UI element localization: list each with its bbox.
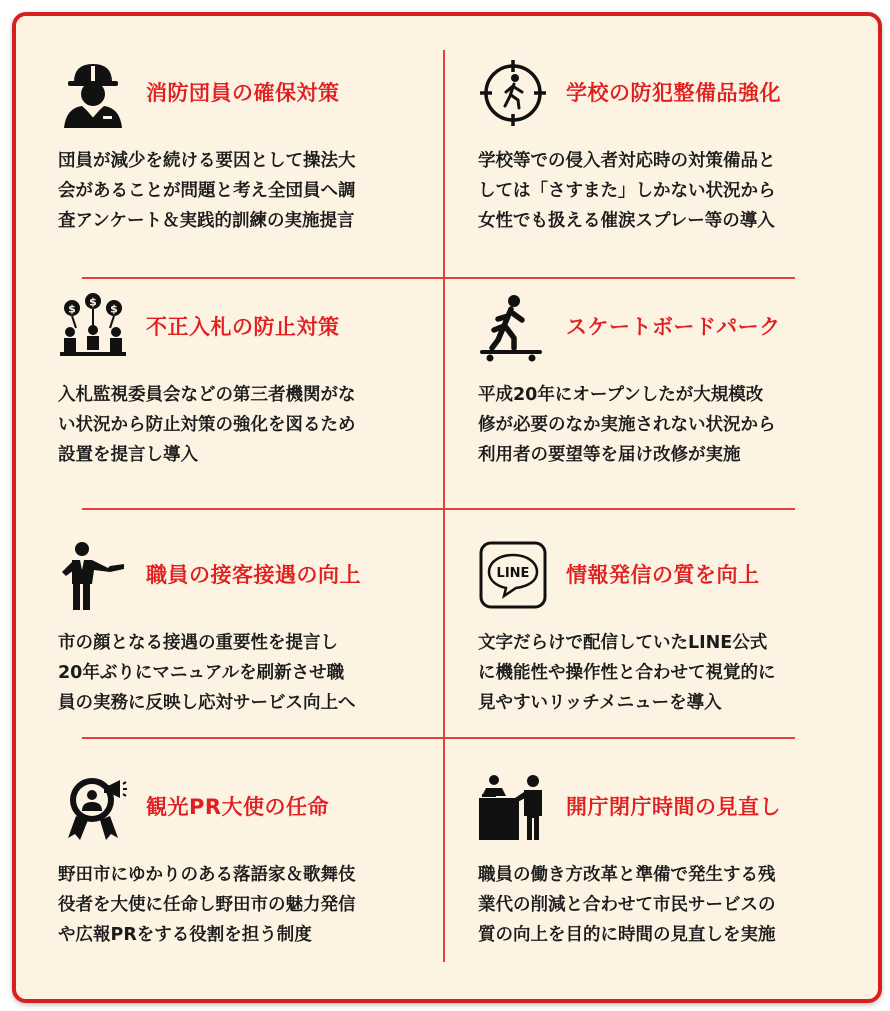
item-title: 消防団員の確保対策	[146, 81, 340, 105]
firefighter-icon	[58, 58, 128, 128]
line-logo-text: LINE	[496, 566, 530, 581]
item-title: 学校の防犯整備品強化	[566, 81, 781, 105]
vertical-divider	[443, 50, 445, 962]
item-description: 野田市にゆかりのある落語家＆歌舞伎 役者を大使に任命し野田市の魅力発信 や広報PRをする役割を担う制度	[58, 865, 356, 945]
row-divider	[445, 277, 795, 279]
row-divider	[82, 737, 443, 739]
item-title: 観光PR大使の任命	[146, 795, 330, 819]
item-description: 平成20年にオープンしたが大規模改 修が必要のなか実施されない状況から 利用者の要望等を届け改修が実施	[478, 385, 776, 465]
item-title: 職員の接客接遇の向上	[146, 563, 361, 587]
row-divider	[445, 737, 795, 739]
reception-desk-icon	[478, 772, 548, 842]
item-description: 入札監視委員会などの第三者機関がな い状況から防止対策の強化を図るため 設置を提言し導入	[58, 385, 356, 465]
bidding-money-icon	[58, 292, 128, 362]
row-divider	[445, 508, 795, 510]
item-title: スケートボードパーク	[566, 315, 781, 339]
skateboarder-icon	[478, 292, 548, 362]
svg-text:$: $	[68, 302, 76, 316]
svg-text:$: $	[110, 302, 118, 316]
item-description: 学校等での侵入者対応時の対策備品と しては「さすまた」しかない状況から 女性でも扱える催涙スプレー等の導入	[478, 151, 776, 231]
item-description: 団員が減少を続ける要因として操法大 会があることが問題と考え全団員へ調 査アンケート＆実践的訓練の実施提言	[58, 151, 356, 231]
row-divider	[82, 508, 443, 510]
svg-text:$: $	[89, 295, 97, 309]
ambassador-badge-icon	[58, 772, 128, 842]
item-description: 職員の働き方改革と準備で発生する残 業代の削減と合わせて市民サービスの 質の向上を目的に時間の見直しを実施	[478, 865, 776, 945]
item-description: 市の顔となる接遇の重要性を提言し 20年ぶりにマニュアルを刷新させ職 員の実務に反映し応対サービス向上へ	[58, 633, 356, 713]
pedestrian-target-icon	[478, 58, 548, 128]
item-title: 情報発信の質を向上	[566, 563, 760, 587]
staff-presenting-icon	[58, 540, 128, 610]
item-description: 文字だらけで配信していたLINE公式 に機能性や操作性と合わせて視覚的に 見やすいリッチメニューを導入	[478, 633, 776, 713]
item-title: 開庁閉庁時間の見直し	[566, 795, 781, 819]
line-app-icon	[478, 540, 548, 610]
item-title: 不正入札の防止対策	[146, 315, 340, 339]
row-divider	[82, 277, 443, 279]
